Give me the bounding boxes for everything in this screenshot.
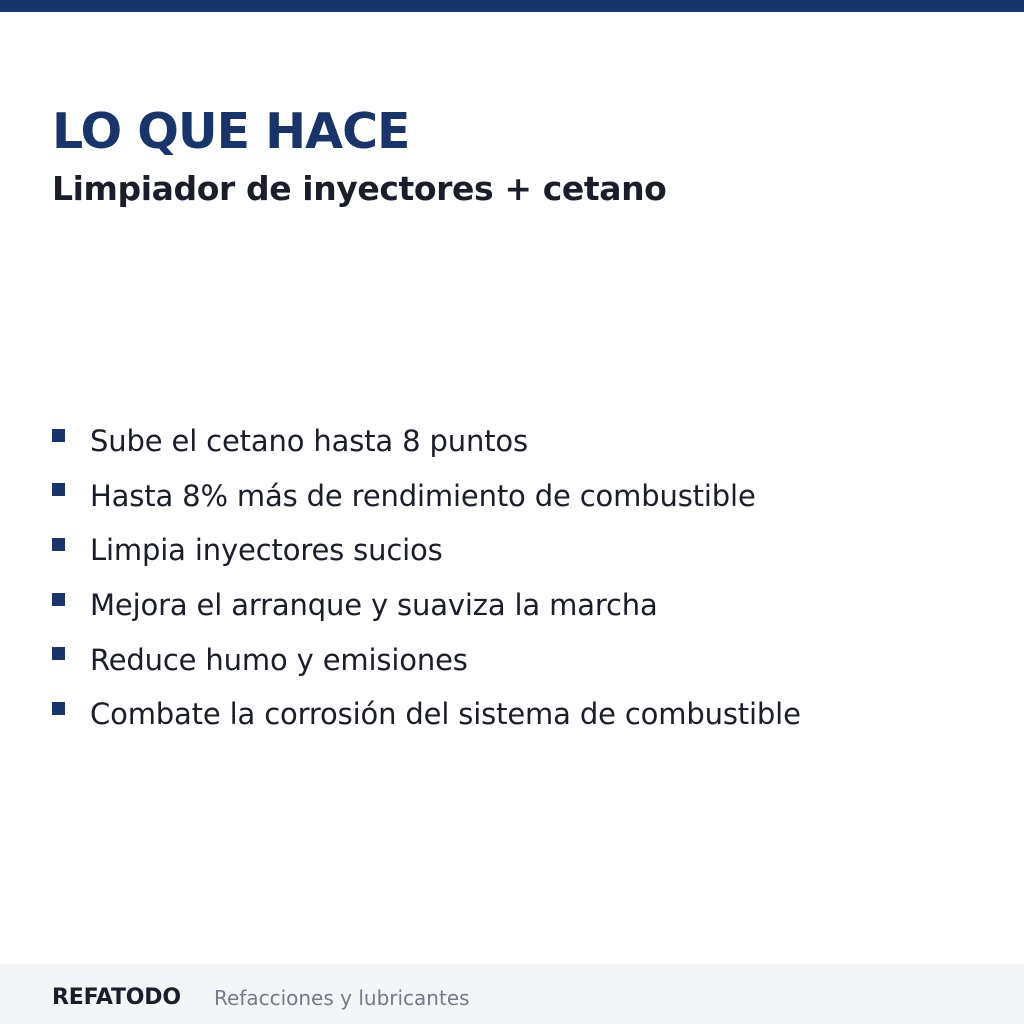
brand-tagline: Refacciones y lubricantes bbox=[214, 986, 470, 1010]
square-bullet-icon bbox=[52, 483, 65, 496]
feature-item bbox=[52, 469, 992, 524]
square-bullet-icon bbox=[52, 593, 65, 606]
feature-item bbox=[52, 632, 992, 687]
feature-text: Combate la corrosión del sistema de combustible bbox=[90, 697, 801, 732]
feature-item bbox=[52, 523, 992, 578]
top-accent-bar bbox=[0, 0, 1024, 12]
feature-text: Sube el cetano hasta 8 puntos bbox=[90, 424, 528, 459]
feature-text: Limpia inyectores sucios bbox=[90, 533, 443, 568]
square-bullet-icon bbox=[52, 538, 65, 551]
feature-item bbox=[52, 414, 992, 469]
feature-text: Reduce humo y emisiones bbox=[90, 642, 468, 677]
feature-list bbox=[52, 414, 992, 742]
page-title: LO QUE HACE bbox=[52, 103, 410, 160]
page-subtitle: Limpiador de inyectores + cetano bbox=[52, 169, 667, 208]
square-bullet-icon bbox=[52, 647, 65, 660]
brand-name: REFATODO bbox=[52, 985, 181, 1010]
feature-item bbox=[52, 687, 992, 742]
feature-text: Hasta 8% más de rendimiento de combustible bbox=[90, 478, 756, 513]
feature-item bbox=[52, 578, 992, 633]
square-bullet-icon bbox=[52, 429, 65, 442]
square-bullet-icon bbox=[52, 702, 65, 715]
feature-text: Mejora el arranque y suaviza la marcha bbox=[90, 588, 658, 623]
